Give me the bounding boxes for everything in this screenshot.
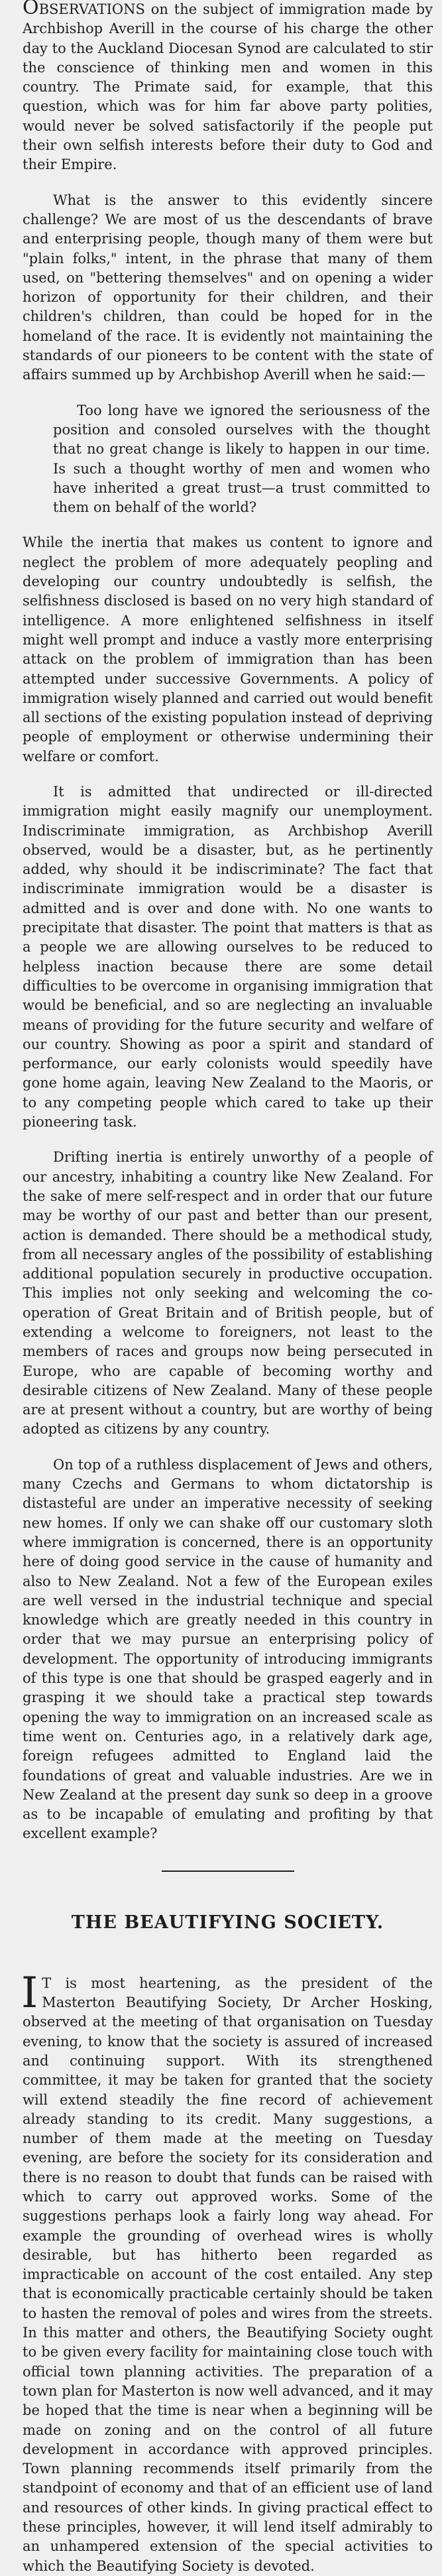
immigration-editorial: [23, 0, 433, 1844]
paragraph: I T is most heartening, as the president of the Masterton Beautifying Society, Dr Archer Hosking, observed at the meeting of that organisation on Tuesday evening, to know that the society is assured of increased and continuing support. With its strengthened committee, it may be taken for granted that the society will extend steadily the fine record of achievement already standing to its credit. Many suggestions, a number of them made at the meeting on Tuesday evening, are before the society for its consideration and there is no reason to doubt that funds can be raised with which to carry out approved works. Some of the suggestions perhaps look a fairly long way ahead. For example the grounding of overhead wires is wholly desirable, but has hitherto been regarded as impracticable on account of the cost entailed. Any step that is economically practicable certainly should be taken to hasten the removal of poles and wires from the streets. In this matter and others, the Beautifying Society ought to be given every facility for maintaining close touch with official town planning activities. The preparation of a town plan for Masterton is now well advanced, and it may be hoped that the time is near when a beginning will be made on zoning and on the control of all future development in accordance with approved principles. Town planning recommends itself primarily from the standpoint of economy and that of an efficient use of land and resources of other kinds. In giving practical effect to these principles, however, it will lend itself admirably to an unhampered extension of the special activities to which the Beautifying Society is devoted.: [21, 1968, 433, 2574]
block-quote: Too long have we ignored the seriousness of the position and consoled ourselves with the thought that no great change is likely to happen in our time. Is such a thought worthy of men and women who have inherited a great trust—a trust committed to them on behalf of the world?: [53, 402, 430, 516]
beautifying-society-article: [21, 1968, 433, 2576]
drop-cap: O: [23, 0, 39, 19]
paragraph: OBSERVATIONS on the subject of immigration made by Archbishop Averill in the course of his charge the other day to the Auckland Diocesan Synod are calculated to stir the conscience of thinking men and women in this country. The Primate said, for example, that this question, which was for him far above party polities, would never be solved satisfactorily if the people put their own selfish interests before their duty to God and their Empire.: [23, 0, 433, 175]
drop-cap: I: [21, 1968, 38, 2018]
section-divider: [162, 1871, 294, 1872]
paragraph: Drifting inertia is entirely unworthy of a people of our ancestry, inhabiting a country like New Zealand. For the sake of mere self-respect and in order that our future may be worthy of our past and better than our present, action is demanded. There should be a methodical study, from all necessary angles of the possibility of establishing additional population securely in productive occupation. This implies not only seeking and welcoming the co-operation of Great Britain and of British people, but of extending a welcome to foreigners, not least to the members of races and groups now being persecuted in Europe, who are capable of becoming worthy and desirable citizens of New Zealand. Many of these people are at present without a country, but are worthy of being adopted as citizens by any country.: [23, 1149, 433, 1438]
paragraph: What is the answer to this evidently sincere challenge? We are most of us the descendants of brave and enterprising people, though many of them were but "plain folks," intent, in the phrase that many of them used, on "bettering themselves" and on opening a wider horizon of opportunity for their children, and their children's children, than could be hoped for in the homeland of the race. It is evidently not maintaining the standards of our pioneers to be content with the state of affairs summed up by Archbishop Averill when he said:—: [23, 192, 433, 383]
paragraph: It is admitted that undirected or ill-directed immigration might easily magnify our unemployment. Indiscriminate immigration, as Archbishop Averill observed, would be a disaster, but, as he pertinently added, why should it be indiscriminate? The fact that indiscriminate immigration would be a disaster is admitted and is over and done with. No one wants to precipitate that disaster. The point that matters is that as a people we are allowing ourselves to be reduced to helpless inaction because there are some detail difficulties to be overcome in organising immigration that would be beneficial, and so are neglecting an invaluable means of providing for the future security and welfare of our country. Showing as poor a spirit and standard of performance, our early colonists would speedily have gone home again, leaving New Zealand to the Maoris, or to any competing people which cared to take up their pioneering task.: [23, 783, 433, 1131]
paragraph: On top of a ruthless displacement of Jews and others, many Czechs and Germans to whom dictatorship is distasteful are under an imperative necessity of seeking new homes. If only we can shake off our customary sloth where immigration is concerned, there is an opportunity here of doing good service in the cause of humanity and also to New Zealand. Not a few of the European exiles are well versed in the industrial technique and special knowledge which are greatly needed in this country in order that we may pursue an enterprising policy of development. The opportunity of introducing immigrants of this type is one that should be grasped eagerly and in grasping it we should take a practical step towards opening the way to immigration on an increased scale as time went on. Centuries ago, in a relatively dark age, foreign refugees admitted to England laid the foundations of great and valuable industries. Are we in New Zealand at the present day sunk so deep in a groove as to be incapable of emulating and profiting by that excellent example?: [23, 1456, 433, 1842]
article-headline: THE BEAUTIFYING SOCIETY.: [71, 1912, 384, 1933]
paragraph: While the inertia that makes us content to ignore and neglect the problem of more adequately peopling and developing our country undoubtedly is selfish, the selfishness disclosed is based on no very high standard of intelligence. A more enlightened selfishness in itself might well prompt and induce a vastly more enterprising attack on the problem of immigration than has been attempted under successive Governments. A policy of immigration wisely planned and carried out would benefit all sections of the existing population instead of depriving people of employment or otherwise undermining their welfare or comfort.: [23, 534, 433, 765]
